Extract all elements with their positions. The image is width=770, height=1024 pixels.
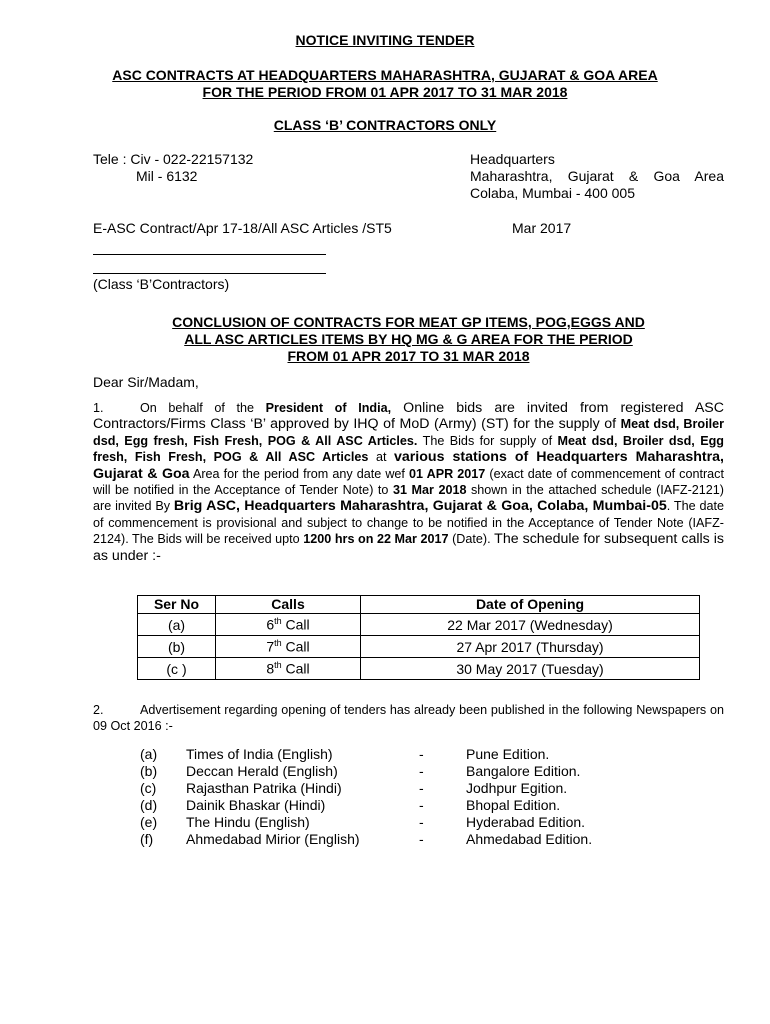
paragraph-1 — [93, 400, 724, 564]
para1-items-2: Meat dsd, Broiler dsd, Egg fresh, Fish Fresh, POG & All ASC Articles — [93, 433, 724, 465]
newspaper-edition: Jodhpur Egition. — [466, 780, 568, 796]
blank-line-1 — [93, 254, 326, 255]
address-line-1: Headquarters — [470, 151, 555, 167]
para1-to-date: 31 Mar 2018 — [392, 483, 467, 498]
newspaper-edition: Pune Edition. — [466, 746, 550, 762]
para1-text-3: The Bids for supply of — [417, 433, 558, 448]
newspaper-name: Dainik Bhaskar (Hindi) — [186, 797, 326, 813]
class-line: CLASS ‘B’ CONTRACTORS ONLY — [273, 117, 497, 133]
para1-text-5: Area for the period from any date wef — [189, 466, 409, 481]
newspaper-edition: Bangalore Edition. — [466, 763, 581, 779]
newspaper-ser: (a) — [140, 746, 158, 762]
schedule-header-date: Date of Opening — [361, 596, 700, 614]
para1-text-1: On behalf of the — [140, 401, 266, 415]
reference-number: E-ASC Contract/Apr 17-18/All ASC Articles /ST5 — [93, 220, 392, 236]
schedule-header-row — [138, 596, 700, 614]
newspaper-name: Deccan Herald (English) — [186, 763, 338, 779]
para1-text-8: . The date of commencement is provisional and subject to change to be notified in the Acceptance of Tender Note (IAFZ-2124). The Bids will be received upto — [93, 499, 724, 547]
para1-president: President of India, — [265, 401, 392, 415]
tele-mil: Mil - 6132 — [136, 168, 198, 184]
schedule-ser: (a) — [138, 614, 216, 636]
newspaper-ser: (e) — [140, 814, 158, 830]
schedule-date: 27 Apr 2017 (Thursday) — [361, 636, 700, 658]
table-row — [138, 614, 700, 636]
para1-text-9: (Date). — [448, 532, 495, 547]
para1-stations: various stations of Headquarters Maharashtra, Gujarat & Goa — [93, 449, 724, 482]
newspaper-dash: - — [419, 831, 424, 847]
letter-date: Mar 2017 — [512, 220, 572, 236]
addressee: (Class ‘B’Contractors) — [93, 276, 230, 292]
paragraph-2 — [93, 702, 724, 735]
newspaper-ser: (f) — [140, 831, 154, 847]
newspaper-ser: (c) — [140, 780, 157, 796]
subject-line-1: CONCLUSION OF CONTRACTS FOR MEAT GP ITEMS, POG,EGGS AND — [172, 314, 645, 330]
address-line-2: Maharashtra, Gujarat & Goa Area — [470, 168, 724, 184]
newspaper-name: Ahmedabad Mirior (English) — [186, 831, 360, 847]
para1-text-6: (exact date of commencement of contract will be notified in the Acceptance of Tender Note) to — [93, 466, 724, 498]
tele-civ: Tele : Civ - 022-22157132 — [93, 151, 254, 167]
para1-text-7: shown in the attached schedule (IAFZ-2121) are invited By — [93, 483, 724, 514]
schedule-date: 22 Mar 2017 (Wednesday) — [361, 614, 700, 636]
newspaper-dash: - — [419, 797, 424, 813]
address-line-3: Colaba, Mumbai - 400 005 — [470, 185, 635, 201]
para1-text-4: at — [368, 450, 394, 465]
schedule-call: 8th Call — [216, 658, 361, 680]
newspaper-dash: - — [419, 746, 424, 762]
para1-number: 1. — [93, 401, 104, 415]
subject-line-3: FROM 01 APR 2017 TO 31 MAR 2018 — [287, 348, 530, 364]
schedule-table — [137, 595, 700, 680]
schedule-header-calls: Calls — [216, 596, 361, 614]
table-row — [138, 658, 700, 680]
newspaper-edition: Bhopal Edition. — [466, 797, 561, 813]
para1-text-10: The schedule for subsequent calls is as under :- — [93, 531, 724, 564]
salutation: Dear Sir/Madam, — [93, 374, 199, 390]
newspaper-name: Rajasthan Patrika (Hindi) — [186, 780, 342, 796]
newspaper-dash: - — [419, 763, 424, 779]
newspaper-name: Times of India (English) — [186, 746, 333, 762]
newspaper-edition: Hyderabad Edition. — [466, 814, 586, 830]
heading-line-2: FOR THE PERIOD FROM 01 APR 2017 TO 31 MAR 2018 — [202, 84, 568, 100]
newspaper-name: The Hindu (English) — [186, 814, 310, 830]
newspaper-ser: (b) — [140, 763, 158, 779]
schedule-call: 7th Call — [216, 636, 361, 658]
para2-text: Advertisement regarding opening of tenders has already been published in the following Newspapers on 09 Oct 2016 :- — [93, 703, 724, 734]
newspaper-dash: - — [419, 814, 424, 830]
newspaper-dash: - — [419, 780, 424, 796]
schedule-date: 30 May 2017 (Tuesday) — [361, 658, 700, 680]
para1-invited-by: Brig ASC, Headquarters Maharashtra, Gujarat & Goa, Colaba, Mumbai-05 — [173, 498, 667, 515]
table-row — [138, 636, 700, 658]
schedule-ser: (b) — [138, 636, 216, 658]
blank-line-2 — [93, 273, 326, 274]
para1-from-date: 01 APR 2017 — [409, 466, 486, 481]
newspaper-ser: (d) — [140, 797, 158, 813]
newspaper-edition: Ahmedabad Edition. — [466, 831, 593, 847]
schedule-call: 6th Call — [216, 614, 361, 636]
heading-line-1: ASC CONTRACTS AT HEADQUARTERS MAHARASHTRA, GUJARAT & GOA AREA — [112, 67, 658, 83]
para1-items-1: Meat dsd, Broiler dsd, Egg fresh, Fish Fresh, POG & All ASC Articles. — [93, 417, 725, 448]
para1-text-2: Online bids are invited from registered ASC Contractors/Firms Class ‘B’ approved by IHQ of MoD (Army) (ST) for the supply of — [93, 400, 725, 433]
schedule-header-ser: Ser No — [138, 596, 216, 614]
para1-deadline: 1200 hrs on 22 Mar 2017 — [303, 532, 449, 547]
para2-number: 2. — [93, 703, 104, 717]
schedule-ser: (c ) — [138, 658, 216, 680]
page-title: NOTICE INVITING TENDER — [295, 32, 475, 48]
subject-line-2: ALL ASC ARTICLES ITEMS BY HQ MG & G AREA FOR THE PERIOD — [184, 331, 633, 347]
